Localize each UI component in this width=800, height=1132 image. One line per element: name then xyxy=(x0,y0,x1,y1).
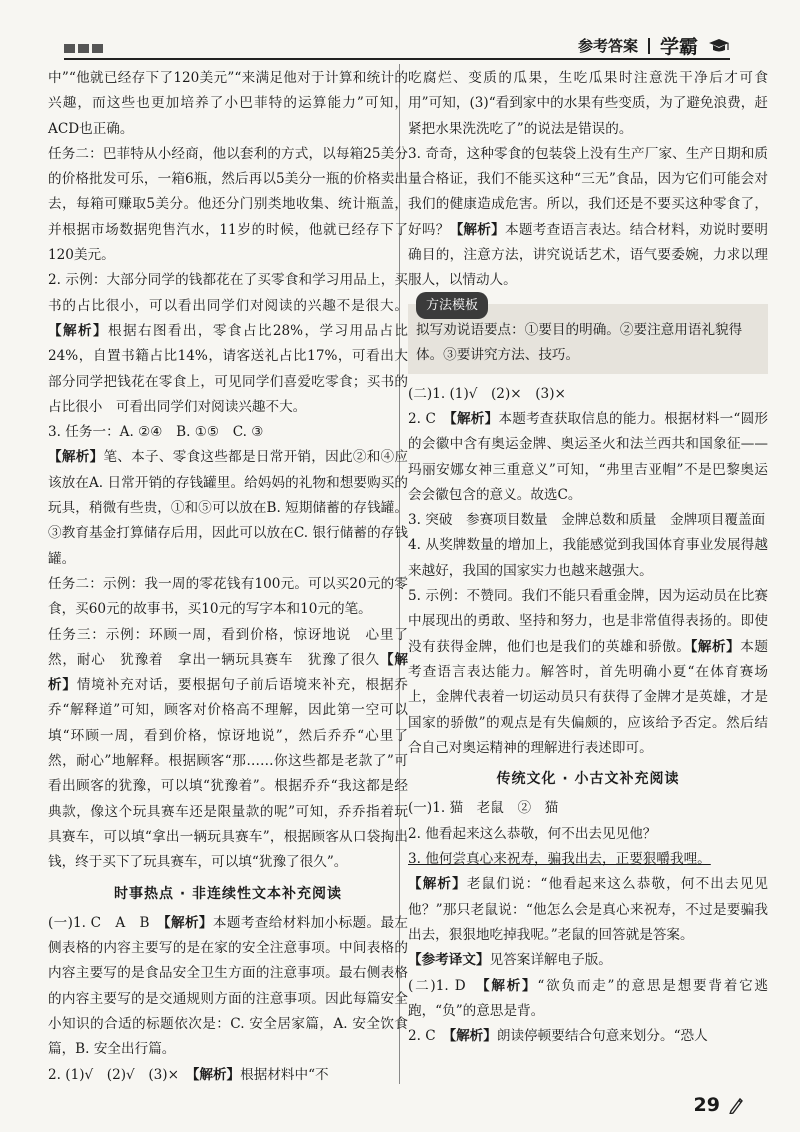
answer-paragraph xyxy=(408,872,768,948)
header-separator xyxy=(648,38,650,54)
answer-text: 3. 奇奇，这种零食的包装袋上没有生产厂家、生产日期和质量合格证，我们不能买这种“三无”食品，因为它们可能会对我们的健康造成危害。所以，我们还是不要买这种零食了，好吗？ xyxy=(408,145,768,238)
answer-text: (二)1. D xyxy=(408,977,466,994)
answer-key-label: 参考答案 xyxy=(577,37,638,55)
analysis-text: 本题考查语言表达能力。解答时，首先明确小夏“在体育赛场上，金牌代表着一切运动员只有获得了金牌才是英雄，才是国家的骄傲”的观点是有失偏颇的，应该给予否定。然后结合自己对奥运精神的理解进行表述即可。 xyxy=(408,638,769,756)
method-template-text: 拟写劝说语要点：①要目的明确。②要注意用语礼貌得体。③要讲究方法、技巧。 xyxy=(416,321,743,363)
right-column xyxy=(408,66,768,1049)
translation-tag: 【参考译文】 xyxy=(408,952,490,969)
analysis-tag: 【解析】 xyxy=(449,1028,497,1045)
answer-paragraph xyxy=(408,407,768,508)
analysis-tag: 【解析】 xyxy=(163,914,213,931)
answer-paragraph: 任务二：巴菲特从小经商，他以套利的方式，以每箱25美分的价格批发可乐，一箱6瓶，然后再以5美分一瓶的价格卖出去，每箱可赚取5美分。他还分门别类地收集、统计瓶盖，并根据市场数据兜售汽水，11岁的时候，他就已经存下了120美元。 xyxy=(48,145,408,264)
answer-text: 2. C xyxy=(408,1028,436,1045)
answer-paragraph xyxy=(48,911,408,1063)
left-column xyxy=(48,66,408,1088)
answer-text: 2. (1)√ (2)√ (3)× xyxy=(48,1066,179,1083)
brand-name: 学霸 xyxy=(659,36,698,58)
answer-paragraph xyxy=(408,948,768,973)
answer-paragraph: (一)1. 猫 老鼠 ② 猫 xyxy=(408,800,559,817)
translation-text: 见答案详解电子版。 xyxy=(489,952,612,969)
answer-text: 任务三：示例：环顾一周，看到价格，惊讶地说 心里了然，耐心 犹豫着 拿出一辆玩具赛车 犹豫了很久 xyxy=(48,626,408,668)
analysis-text: 本题考查给材料加小标题。最左侧表格的内容主要写的是在家的安全注意事项。中间表格的内容主要写的是食品安全卫生方面的注意事项。最右侧表格的内容主要写的是交通规则方面的注意事项。因此每篇安全小知识的合适的标题依次是：C. 安全居家篇，A. 安全饮食篇，B. 安全出行篇。 xyxy=(48,914,409,1058)
analysis-tag: 【解析】 xyxy=(48,322,108,339)
analysis-tag: 【解析】 xyxy=(48,651,409,694)
analysis-text: 情境补充对话，要根据句子前后语境来补充，根据乔乔“解释道”可知，顾客对价格高不理解，因此第一空可以填“环顾一周，看到价格，惊讶地说”，然后乔乔“心里了然，耐心”地解释。根据顾客“那……你这些都是老款了”可看出顾客的犹豫，可以填“犹豫着”。根据乔乔“我这都是经典款，像这个玩具赛车还是限量款的呢”可知，乔乔指着玩具赛车，可以填“拿出一辆玩具赛车”，根据顾客从口袋掏出钱，终于买下了玩具赛车，可以填“犹豫了很久”。 xyxy=(48,677,409,871)
answer-paragraph: 吃腐烂、变质的瓜果，生吃瓜果时注意洗干净后才可食用”可知，(3)“看到家中的水果有些变质，为了避免浪费，赶紧把水果洗洗吃了”的说法是错误的。 xyxy=(408,70,768,137)
section-title: 时事热点 · 非连续性文本补充阅读 xyxy=(113,885,343,902)
answer-paragraph xyxy=(48,268,408,420)
page-footer xyxy=(694,1094,744,1116)
analysis-tag: 【解析】 xyxy=(449,221,506,238)
section-title: 传统文化 · 小古文补充阅读 xyxy=(496,771,680,788)
analysis-tag: 【解析】 xyxy=(192,1066,241,1083)
analysis-tag: 【解析】 xyxy=(482,977,538,994)
answer-paragraph xyxy=(48,445,408,571)
header-right xyxy=(578,32,730,59)
answer-paragraph: 3. 任务一：A. ②④ B. ①⑤ C. ③ xyxy=(48,424,264,441)
analysis-tag: 【解析】 xyxy=(48,449,104,466)
analysis-tag: 【解析】 xyxy=(449,410,499,427)
analysis-tag: 【解析】 xyxy=(690,638,741,655)
pencil-icon xyxy=(728,1096,744,1114)
analysis-tag: 【解析】 xyxy=(408,876,467,893)
answer-paragraph: 中”“他就已经存下了120美元”“来满足他对于计算和统计的兴趣，而这些也更加培养了小巴菲特的运算能力”可知，ACD也正确。 xyxy=(48,70,408,137)
page-header xyxy=(0,0,800,66)
answer-paragraph xyxy=(408,142,768,294)
header-squares-decoration xyxy=(64,44,103,53)
method-template-box xyxy=(408,297,768,374)
answer-paragraph: 3. 他何尝真心来祝寿，骗我出去，正要狠嚼我哩。 xyxy=(408,851,711,868)
answer-paragraph xyxy=(48,623,408,876)
analysis-text: 笔、本子、零食这些都是日常开销，因此②和④应该放在A. 日常开销的存钱罐里。给妈妈的礼物和想要购买的玩具，稍微有些贵，①和⑤可以放在B. 短期储蓄的存钱罐。③教育基金打算储存后用，因此可以放在C. 银行储蓄的存钱罐。 xyxy=(48,449,409,567)
method-template-label: 方法模板 xyxy=(416,292,488,319)
answer-text: (一)1. C A B xyxy=(48,914,150,931)
answer-paragraph xyxy=(48,1063,408,1088)
page-number: 29 xyxy=(693,1094,720,1116)
analysis-text: 朗读停顿要结合句意来划分。“恐人 xyxy=(496,1028,708,1045)
answer-text: 5. 示例：不赞同。我们不能只看重金牌，因为运动员在比赛中展现出的勇敢、坚持和努力，也是非常值得表扬的。即使没有获得金牌，他们也是我们的英雄和骄傲。 xyxy=(408,588,768,655)
answer-paragraph: 3. 突破 参赛项目数量 金牌总数和质量 金牌项目覆盖面 xyxy=(408,512,766,529)
analysis-text: 老鼠们说：“他看起来这么恭敬，何不出去见见他？”那只老鼠说：“他怎么会是真心来祝寿，不过是要骗我出去，狠狠地吃掉我呢。”老鼠的回答就是答案。 xyxy=(408,876,768,943)
answer-paragraph xyxy=(408,584,768,761)
answer-paragraph xyxy=(408,1024,768,1049)
analysis-text: “欲负而走”的意思是想要背着它逃跑，“负”的意思是背。 xyxy=(408,977,769,1019)
answer-paragraph: 任务二：示例：我一周的零花钱有100元。可以买20元的零食，买60元的故事书，买10元的写字本和10元的笔。 xyxy=(48,575,408,618)
graduation-cap-icon xyxy=(708,38,730,54)
answer-paragraph: (二)1. (1)√ (2)× (3)× xyxy=(408,385,566,402)
answer-text: 2. C xyxy=(408,410,436,427)
analysis-text: 根据右图看出，零食占比28%，学习用品占比24%，自置书籍占比14%，请客送礼占比17%，可看出大部分同学把钱花在零食上，可见同学们喜爱吃零食；买书的占比很小 可看出同学们对阅读兴趣不大。 xyxy=(48,322,409,415)
answer-text: 2. 示例：大部分同学的钱都花在了买零食和学习用品上，买书的占比很小，可以看出同学们对阅读的兴趣不是很大。 xyxy=(48,272,408,314)
analysis-text: 本题考查语言表达。结合材料，劝说时要明确目的，注意方法，讲究说话艺术，语气要委婉，力求以理服人，以情动人。 xyxy=(408,221,769,289)
analysis-text: 根据材料中“不 xyxy=(240,1066,329,1083)
analysis-text: 本题考查获取信息的能力。根据材料一“圆形的会徽中含有奥运金牌、奥运圣火和法兰西共和国象征——玛丽安娜女神三重意义”可知，“弗里吉亚帽”不是巴黎奥运会会徽包含的意义。故选C。 xyxy=(408,410,768,503)
answer-paragraph xyxy=(408,974,768,1025)
answer-paragraph: 4. 从奖牌数量的增加上，我能感觉到我国体育事业发展得越来越好，我国的国家实力也越来越强大。 xyxy=(408,537,768,579)
answer-paragraph: 2. 他看起来这么恭敬，何不出去见见他？ xyxy=(408,825,657,842)
